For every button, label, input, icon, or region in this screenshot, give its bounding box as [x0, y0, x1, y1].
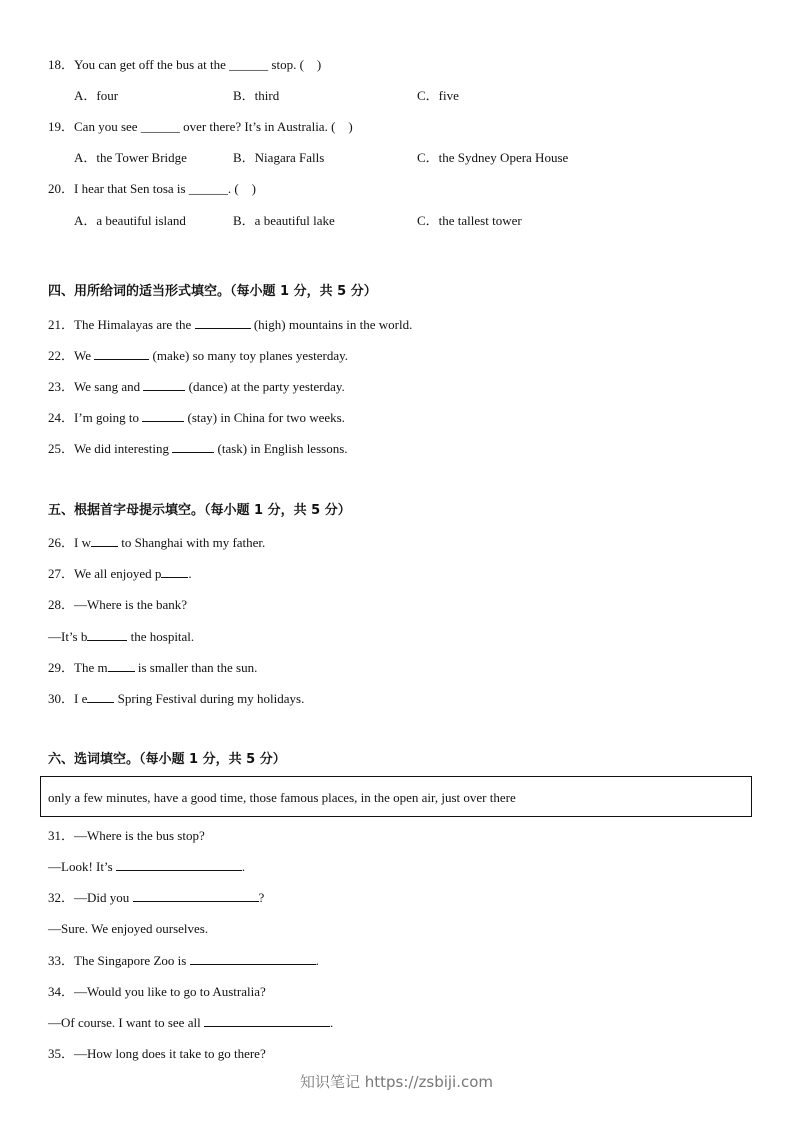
- question-text: I’m going to: [74, 410, 143, 425]
- question-text: ?: [258, 890, 265, 905]
- question-30: [48, 691, 304, 707]
- question-number: 32．: [48, 890, 75, 905]
- question-text: —Would you like to go to Australia?: [74, 984, 266, 999]
- question-text: over there? It’s in Australia. ( ): [179, 119, 353, 134]
- question-27: [48, 566, 192, 582]
- question-text: (dance) at the party yesterday.: [185, 379, 345, 394]
- option-c[interactable]: C．five: [417, 88, 459, 103]
- section-4-heading: 四、用所给词的适当形式填空。（每小题 1 分，共 5 分）: [48, 284, 377, 299]
- question-text: We sang and: [74, 379, 144, 394]
- question-number: 33．: [48, 953, 75, 968]
- question-text: Spring Festival during my holidays.: [114, 691, 305, 706]
- question-text: We all enjoyed p: [74, 566, 162, 581]
- question-text: stop. ( ): [268, 57, 322, 72]
- question-text: (task) in English lessons.: [214, 441, 348, 456]
- answer-line-34: [48, 1015, 333, 1031]
- question-number: 25．: [48, 441, 75, 456]
- question-number: 27．: [48, 566, 75, 581]
- question-28: [48, 597, 187, 613]
- question-text: I hear that Sen tosa is: [74, 181, 189, 196]
- question-text: (stay) in China for two weeks.: [184, 410, 345, 425]
- answer-blank[interactable]: [172, 441, 214, 453]
- question-number: 19．: [48, 119, 75, 134]
- question-number: 22．: [48, 348, 75, 363]
- reply-32: —Sure. We enjoyed ourselves.: [48, 921, 209, 936]
- answer-line-28: [48, 629, 194, 645]
- question-35: [48, 1046, 266, 1062]
- question-20: [48, 181, 256, 197]
- question-text: Can you see: [74, 119, 141, 134]
- question-text: —Of course. I want to see all: [48, 1015, 204, 1030]
- question-number: 18．: [48, 57, 75, 72]
- question-number: 20．: [48, 181, 75, 196]
- option-b[interactable]: B．Niagara Falls: [233, 150, 325, 165]
- answer-blank[interactable]: ______: [229, 57, 269, 72]
- question-number: 30．: [48, 691, 75, 706]
- question-text: The Singapore Zoo is: [74, 953, 190, 968]
- question-text: .: [315, 953, 319, 968]
- option-a[interactable]: A．a beautiful island: [74, 213, 186, 228]
- answer-blank[interactable]: [108, 660, 135, 672]
- question-23: [48, 379, 345, 395]
- question-text: —Where is the bus stop?: [74, 828, 205, 843]
- question-number: 24．: [48, 410, 75, 425]
- question-18: [48, 57, 321, 73]
- question-number: 21．: [48, 317, 75, 332]
- question-text: —How long does it take to go there?: [74, 1046, 266, 1061]
- question-34: [48, 984, 266, 1000]
- answer-blank[interactable]: [190, 953, 316, 965]
- answer-blank[interactable]: [116, 859, 242, 871]
- answer-blank[interactable]: [87, 629, 127, 641]
- question-19: [48, 119, 353, 135]
- answer-blank[interactable]: [133, 890, 259, 902]
- question-text: The Himalayas are the: [74, 317, 195, 332]
- question-text: We did interesting: [74, 441, 173, 456]
- question-number: 23．: [48, 379, 75, 394]
- question-text: to Shanghai with my father.: [117, 535, 266, 550]
- question-text: . ( ): [227, 181, 256, 196]
- question-text: .: [241, 859, 246, 874]
- word-bank-box: [40, 776, 752, 817]
- question-text: I w: [74, 535, 91, 550]
- question-26: [48, 535, 265, 551]
- question-25: [48, 441, 348, 457]
- question-32: [48, 890, 264, 906]
- question-number: 28．: [48, 597, 75, 612]
- question-text: We: [74, 348, 95, 363]
- option-b[interactable]: B．a beautiful lake: [233, 213, 335, 228]
- question-33: [48, 953, 319, 969]
- question-text: —Did you: [74, 890, 133, 905]
- question-text: —Where is the bank?: [74, 597, 187, 612]
- answer-blank[interactable]: [142, 410, 184, 422]
- question-24: [48, 410, 345, 426]
- question-31: [48, 828, 205, 844]
- question-text: You can get off the bus at the: [74, 57, 230, 72]
- question-text: The m: [74, 660, 108, 675]
- answer-blank[interactable]: ______: [188, 181, 228, 196]
- answer-blank[interactable]: [143, 379, 185, 391]
- question-text: I e: [74, 691, 88, 706]
- question-number: 31．: [48, 828, 75, 843]
- answer-blank[interactable]: [91, 535, 118, 547]
- question-text: .: [329, 1015, 334, 1030]
- section-6-heading: 六、选词填空。（每小题 1 分，共 5 分）: [48, 752, 286, 767]
- question-text: .: [188, 566, 192, 581]
- answer-line-31: [48, 859, 245, 875]
- question-text: —Look! It’s: [48, 859, 116, 874]
- question-text: the hospital.: [127, 629, 195, 644]
- question-number: 34．: [48, 984, 75, 999]
- question-22: [48, 348, 348, 364]
- option-c[interactable]: C．the tallest tower: [417, 213, 522, 228]
- question-text: (make) so many toy planes yesterday.: [149, 348, 349, 363]
- question-number: 29．: [48, 660, 75, 675]
- answer-blank[interactable]: ______: [140, 119, 180, 134]
- question-text: —It’s b: [48, 629, 88, 644]
- question-29: [48, 660, 257, 676]
- answer-blank[interactable]: [195, 317, 251, 329]
- answer-blank[interactable]: [161, 566, 188, 578]
- answer-blank[interactable]: [204, 1015, 330, 1027]
- question-text: (high) mountains in the world.: [250, 317, 413, 332]
- footer-watermark: 知识笔记 https://zsbiji.com: [299, 1073, 494, 1091]
- section-5-heading: 五、根据首字母提示填空。（每小题 1 分，共 5 分）: [48, 503, 351, 518]
- option-b[interactable]: B．third: [233, 88, 280, 103]
- word-bank-text: only a few minutes, have a good time, those famous places, in the open air, just over there: [48, 790, 516, 805]
- question-text: is smaller than the sun.: [134, 660, 258, 675]
- option-a[interactable]: A．the Tower Bridge: [74, 150, 187, 165]
- question-number: 35．: [48, 1046, 75, 1061]
- question-21: [48, 317, 412, 333]
- answer-blank[interactable]: [87, 691, 114, 703]
- option-c[interactable]: C．the Sydney Opera House: [417, 150, 569, 165]
- answer-blank[interactable]: [94, 348, 149, 360]
- question-number: 26．: [48, 535, 75, 550]
- option-a[interactable]: A．four: [74, 88, 119, 103]
